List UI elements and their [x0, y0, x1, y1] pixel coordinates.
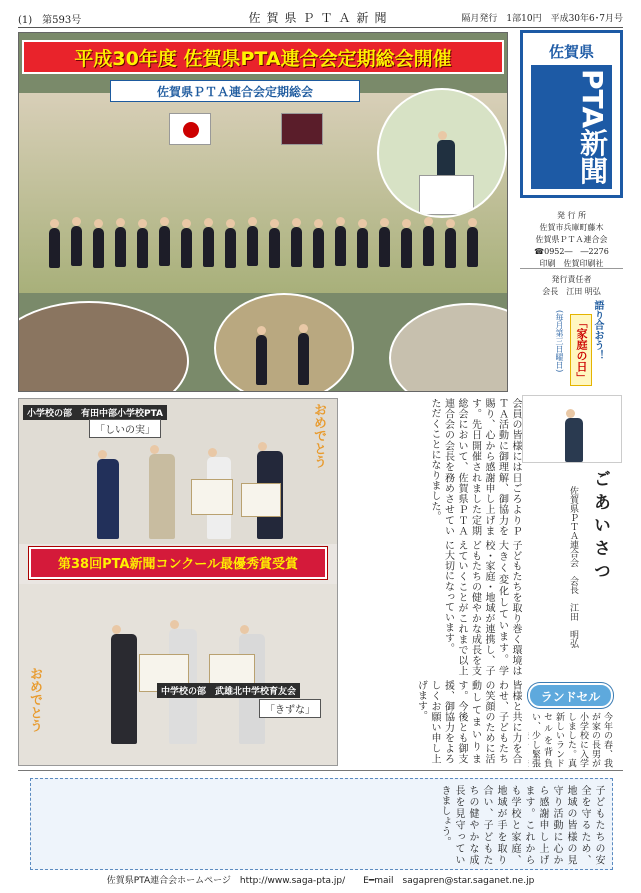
audience-inset-photo	[18, 301, 189, 392]
congrats-text-2: おめでとう	[27, 667, 42, 732]
page-number: (1) 第593号	[18, 15, 82, 26]
congrats-text-1: おめでとう	[311, 403, 326, 468]
masthead-prefecture: 佐賀県	[548, 43, 594, 61]
bottom-column-text: 子どもたちの安全を守るため、地域の皆様の見守り活動に心から感謝申し上げます。これからも学校と家庭、地域が手を取り合い、子どもたちの健やかな成長を見守っていきましょう。	[439, 785, 604, 865]
elementary-caption: 小学校の部 有田中部小学校PTA	[23, 405, 167, 420]
meeting-banner: 佐賀県ＰＴＡ連合会定期総会	[110, 80, 360, 102]
masthead	[520, 30, 623, 198]
publisher-org: 佐賀県ＰＴＡ連合会	[535, 235, 608, 244]
newspaper-title: 佐賀県ＰＴＡ新聞	[248, 11, 393, 25]
japan-flag-icon	[169, 113, 211, 145]
bottom-divider	[18, 770, 623, 771]
publisher-address: 佐賀市兵庫町藤木	[539, 223, 604, 232]
essay-title: ランドセル	[528, 683, 613, 708]
footer-contact: 佐賀県PTA連合会ホームページ http://www.saga-pta.jp/ E━mail sagapren@star.saganet.ne.jp	[106, 876, 535, 886]
elementary-paper-name: 「しいの実」	[89, 419, 161, 438]
greeting-text-1: 会員の皆様には日ごろよりＰＴＡ活動に御理解、御協力を賜り、心から感謝申し上げます。先日開催されました定期総会において、佐賀県ＰＴＡ連合会の会長を務めさせていただくことになりました。	[429, 398, 521, 536]
greeting-text-3: 皆様と共に力を合わせ、子どもたちの笑顔のために活動してまいります。今後とも御支援、御協力をよろしくお願い申し上げます。	[415, 680, 521, 764]
editor-name: 会長 江田 明弘	[542, 287, 601, 296]
bottom-column	[30, 778, 613, 870]
junior-high-photo	[19, 584, 338, 766]
issue-info: 隔月発行 1部10円 平成30年6･7月号	[461, 14, 623, 24]
greeting-author: 佐賀県ＰＴＡ連合会 会長 江田 明弘	[568, 486, 578, 648]
family-day-name: 「家庭の日」	[570, 314, 592, 386]
junior-high-paper-name: 「きずな」	[259, 699, 321, 718]
award-ribbon: 第38回PTA新聞コンクール最優秀賞受賞	[29, 547, 327, 579]
family-day-lead: 語り合おう！	[592, 300, 603, 360]
essay-text: 今年の春、我が家の長男が小学校に入学しました。真新しいランドセルを背負い、少し緊張	[530, 712, 612, 768]
publisher-printer: 印刷 佐賀印刷社	[539, 259, 604, 268]
award-inset-photo	[214, 293, 354, 392]
greeting-text-2: 子どもたちを取り巻く環境は大きく変化しています。学校・家庭・地域が連携し、子どもたちの健やかな成長を支えていくことがこれまで以上に大切になっています。	[442, 540, 521, 676]
masthead-title: PTA新聞	[531, 65, 612, 189]
president-photo	[522, 395, 622, 463]
publisher-phone: ☎0952― ―2276	[534, 247, 609, 256]
headline: 平成30年度 佐賀県PTA連合会定期総会開催	[22, 40, 504, 74]
family-day-box	[555, 300, 612, 390]
speaker-inset-photo	[377, 88, 507, 218]
family-day-note: (毎月第三日曜日)	[555, 310, 564, 373]
publisher-info	[520, 210, 623, 270]
pta-flag-icon	[281, 113, 323, 145]
junior-high-caption: 中学校の部 武雄北中学校育友会	[157, 683, 300, 698]
publisher-label: 発 行 所	[556, 211, 587, 220]
contest-award-panel	[18, 398, 338, 766]
elementary-photo	[19, 399, 338, 544]
attendees-row	[19, 208, 508, 278]
page-header	[18, 6, 623, 28]
editor-info	[520, 274, 623, 298]
divider	[520, 268, 623, 269]
editor-label: 発行責任者	[551, 275, 592, 284]
greeting-title: ごあいさつ	[590, 470, 610, 585]
podium-inset-photo	[389, 303, 508, 392]
